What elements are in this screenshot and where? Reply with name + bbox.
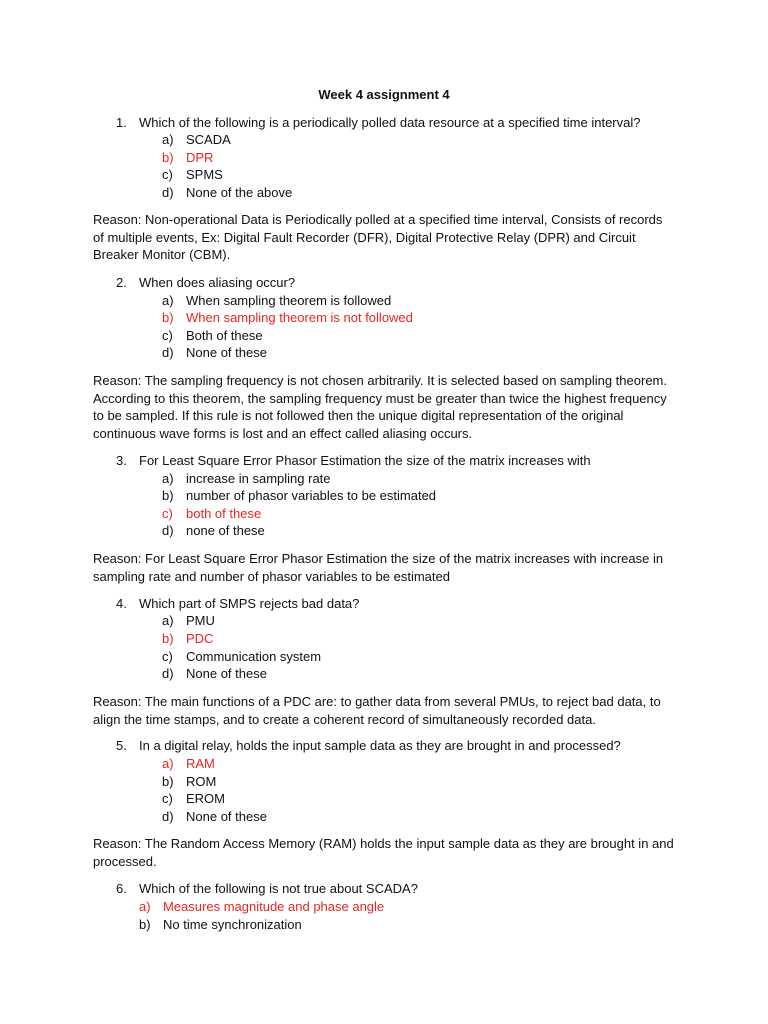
document-title: Week 4 assignment 4: [318, 87, 450, 102]
question-number: 6.: [116, 881, 127, 896]
reason-4: Reason: The main functions of a PDC are: to gather data from several PMUs, to reject bad data, to align the time stamps, and to create a coherent record of simultaneously recorded data.: [93, 694, 661, 727]
question-number: 2.: [116, 275, 127, 290]
question-number: 3.: [116, 453, 127, 468]
option-5a-correct: a) RAM: [162, 756, 215, 771]
reason-2: Reason: The sampling frequency is not chosen arbitrarily. It is selected based on sampling theorem. According to this theorem, the sampling frequency must be greater than twice the highest frequency to be sampled. If this rule is not followed then the unique digital representation of the original continuous wave forms is lost and an effect called aliasing occurs.: [93, 373, 667, 442]
question-text: Which of the following is a periodically polled data resource at a specified time interval?: [139, 115, 641, 130]
question-number: 5.: [116, 738, 127, 753]
option-3b: b) number of phasor variables to be estimated: [162, 488, 437, 503]
reason-5: Reason: The Random Access Memory (RAM) holds the input sample data as they are brought in and processed.: [93, 836, 674, 869]
question-4: [116, 595, 359, 613]
reason-3: Reason: For Least Square Error Phasor Estimation the size of the matrix increases with increase in sampling rate and number of phasor variables to be estimated: [93, 551, 664, 584]
question-5: [116, 737, 621, 755]
option-1d: d) None of the above: [162, 185, 293, 200]
option-5c: c) EROM: [162, 791, 225, 806]
option-3d: d) none of these: [162, 523, 265, 538]
option-4a: a) PMU: [162, 613, 215, 628]
option-3a: a) increase in sampling rate: [162, 471, 331, 486]
option-4c: c) Communication system: [162, 649, 322, 664]
question-text: For Least Square Error Phasor Estimation the size of the matrix increases with: [139, 453, 591, 468]
option-6b: b) No time synchronization: [139, 917, 302, 932]
question-2: [116, 274, 295, 292]
question-6: [116, 880, 418, 898]
reason-1: Reason: Non-operational Data is Periodically polled at a specified time interval, Consists of records of multiple events, Ex: Digital Fault Recorder (DFR), Digital Protective Relay (DPR) and Circuit Breaker Monitor (CBM).: [93, 212, 663, 263]
question-text: Which part of SMPS rejects bad data?: [139, 596, 360, 611]
option-5d: d) None of these: [162, 809, 267, 824]
question-text: When does aliasing occur?: [139, 275, 296, 290]
option-3c-correct: c) both of these: [162, 506, 262, 521]
question-1: [116, 114, 640, 132]
question-number: 1.: [116, 115, 127, 130]
option-2d: d) None of these: [162, 345, 267, 360]
option-2b-correct: b) When sampling theorem is not followed: [162, 310, 413, 325]
option-2c: c) Both of these: [162, 328, 263, 343]
option-4b-correct: b) PDC: [162, 631, 214, 646]
option-1c: c) SPMS: [162, 167, 223, 182]
question-text: Which of the following is not true about SCADA?: [139, 881, 418, 896]
option-1b-correct: b) DPR: [162, 150, 214, 165]
option-5b: b) ROM: [162, 774, 217, 789]
question-number: 4.: [116, 596, 127, 611]
option-1a: a) SCADA: [162, 132, 231, 147]
question-3: [116, 452, 591, 470]
option-6a-correct: a) Measures magnitude and phase angle: [139, 899, 385, 914]
question-text: In a digital relay, holds the input sample data as they are brought in and processed?: [139, 738, 621, 753]
option-2a: a) When sampling theorem is followed: [162, 293, 392, 308]
option-4d: d) None of these: [162, 666, 267, 681]
